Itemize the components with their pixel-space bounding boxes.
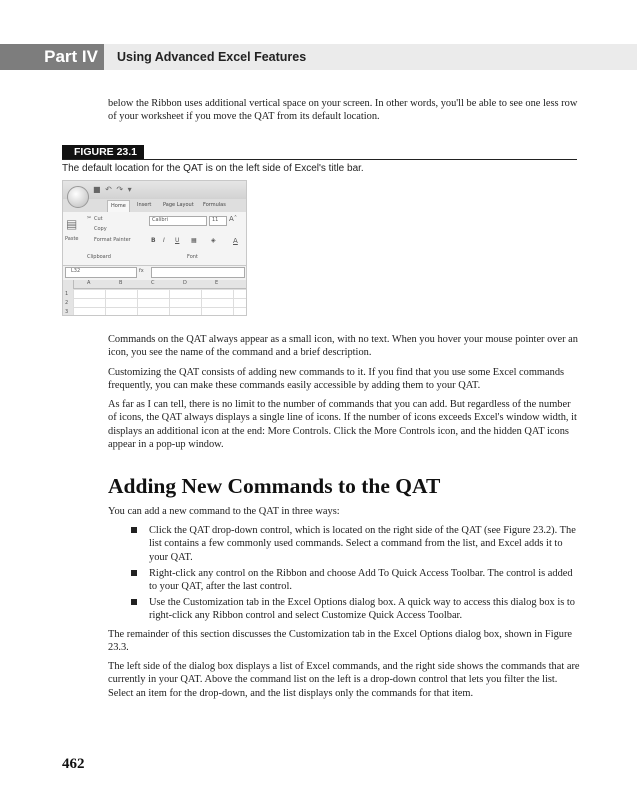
paragraph-customizing: Customizing the QAT consists of adding new commands to it. If you find that you use some Excel commands frequently, you can make these commands easily accessible by adding them to your QAT. <box>108 367 565 392</box>
column-header: C <box>151 280 155 286</box>
figure-caption: The default location for the QAT is on the left side of Excel's title bar. <box>62 163 364 174</box>
excel-title-bar <box>63 181 246 199</box>
paragraph-intro: below the Ribbon uses additional vertical space on your screen. In other words, you'll be able to see one less row of your worksheet if you move the QAT from its default location. <box>108 98 578 123</box>
list-item-text: Use the Customization tab in the Excel Options dialog box. A quick way to access this dialog box is to right-click any Ribbon control and select Customize Quick Access Toolbar. <box>149 597 575 622</box>
tab-page-layout: Page Layout <box>163 202 194 208</box>
row-number: 1 <box>65 291 69 297</box>
paragraph-limit: As far as I can tell, there is no limit to the number of commands that you can add. But regardless of the number of icons, the QAT always displays a single line of icons. If the number of icons exceeds Excel's window width, it displays an additional icon at the end: More Controls. Click the More Controls icon, and the hidden QAT icons appear in a pop-up window. <box>108 399 577 450</box>
underline-icon: U <box>175 237 180 244</box>
bullet-icon <box>131 527 137 533</box>
worksheet-grid <box>73 289 246 315</box>
font-size: 11 <box>212 217 219 223</box>
ribbon <box>63 212 246 266</box>
tab-home: Home <box>107 200 130 212</box>
paste-icon: ▤ <box>66 217 78 231</box>
paste-label: Paste <box>65 236 79 242</box>
bullet-icon <box>131 599 137 605</box>
column-header: B <box>119 280 123 286</box>
undo-icon: ↶ <box>105 185 113 194</box>
borders-icon: ▦ <box>191 237 197 244</box>
copy-label: Copy <box>94 226 107 232</box>
part-badge: Part IV <box>0 44 104 70</box>
bullet-icon <box>131 570 137 576</box>
font-group-label: Font <box>187 254 198 260</box>
paragraph-qat-icons: Commands on the QAT always appear as a small icon, with no text. When you hover your mouse pointer over an icon, you see the name of the command and a brief description. <box>108 334 578 359</box>
figure-label: FIGURE 23.1 <box>62 145 144 159</box>
column-header: D <box>183 280 187 286</box>
figure-label-bar <box>62 145 577 160</box>
grow-font-icon: Aˆ <box>229 215 238 223</box>
row-number: 3 <box>65 309 69 315</box>
section-heading: Adding New Commands to the QAT <box>108 474 441 498</box>
paragraph-three-ways: You can add a new command to the QAT in three ways: <box>108 506 340 517</box>
paragraph-remainder: The remainder of this section discusses the Customization tab in the Excel Options dialog box, shown in Figure 23.3. <box>108 629 573 654</box>
save-icon: ■ <box>93 185 102 194</box>
chapter-title: Using Advanced Excel Features <box>117 50 307 64</box>
column-header: E <box>215 280 219 286</box>
italic-icon: I <box>163 237 165 244</box>
column-header: A <box>87 280 91 286</box>
font-name: Calibri <box>152 217 168 223</box>
fill-color-icon: ◈ <box>211 237 216 244</box>
column-header-row <box>73 280 246 289</box>
fx-label: fx <box>139 268 144 274</box>
formula-bar <box>151 267 245 278</box>
redo-icon: ↷ <box>116 185 125 194</box>
page-number: 462 <box>62 756 85 772</box>
tab-insert: Insert <box>137 202 152 208</box>
row-number: 2 <box>65 300 69 306</box>
list-item-text: Click the QAT drop-down control, which is located on the right side of the QAT (see Figure 23.2). The list contains a few commonly used commands. Select a command from the list, and Excel adds it to your QAT. <box>149 525 576 563</box>
bold-icon: B <box>151 237 156 244</box>
paragraph-dialog: The left side of the dialog box displays a list of Excel commands, and the right side shows the commands that are currently in your QAT. Above the command list on the left is a drop-down control that lets you filter the list. Select an item for the drop-down, and the list displays only the commands for that item. <box>108 661 580 699</box>
qat-dropdown-icon: ▾ <box>127 185 133 194</box>
excel-screenshot <box>62 180 247 316</box>
cut-icon: ✂ <box>87 215 92 221</box>
clipboard-group-label: Clipboard <box>87 254 111 260</box>
office-button <box>67 186 89 208</box>
list-item-text: Right-click any control on the Ribbon and choose Add To Quick Access Toolbar. The control is added to your QAT, after the last control. <box>149 568 573 593</box>
cut-label: Cut <box>94 216 103 222</box>
font-color-icon: A <box>233 237 238 245</box>
format-painter-label: Format Painter <box>94 237 131 243</box>
quick-access-toolbar <box>93 185 133 194</box>
tab-formulas: Formulas <box>203 202 226 208</box>
name-box-value: L32 <box>71 268 81 274</box>
